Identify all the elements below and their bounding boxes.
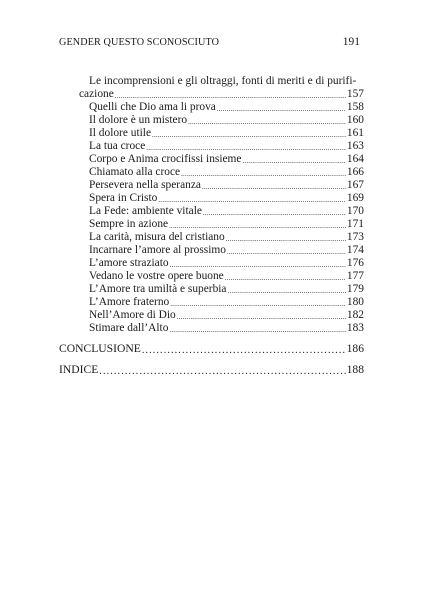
toc-entry-page: 183 [346, 322, 364, 334]
toc-entry-page: 160 [346, 114, 364, 126]
toc-entry-page: 170 [346, 205, 364, 217]
toc-section-page: 188 [346, 363, 364, 376]
toc-entry-page: 157 [346, 88, 364, 100]
toc-entry-title: La carità, misura del cristiano [89, 231, 225, 243]
dot-leader [142, 345, 346, 357]
running-title: GENDER QUESTO SCONOSCIUTO [59, 37, 220, 48]
toc-entry-title: Chiamato alla croce [89, 166, 181, 178]
toc-entry-title: Incarnare l’amore al prossimo [89, 244, 226, 256]
toc-section-entry[interactable] [59, 342, 364, 356]
toc-entry-page: 179 [346, 283, 364, 295]
toc-entry-page: 161 [346, 127, 364, 139]
toc-entry-title: L’Amore tra umiltà e superbia [89, 283, 227, 295]
toc-entry-page: 166 [346, 166, 364, 178]
page-number: 191 [342, 36, 360, 48]
toc-entry-title: L’Amore fraterno [89, 296, 170, 308]
toc-entry-title: Il dolore è un mistero [89, 114, 188, 126]
toc-entry-title: Sempre in azione [89, 218, 169, 230]
toc-entry-title: Quelli che Dio ama li prova [89, 101, 216, 113]
toc-entry-title: Vedano le vostre opere buone [89, 270, 224, 282]
toc-entry-title: Stimare dall’Alto [89, 322, 169, 334]
toc-entry-page: 176 [346, 257, 364, 269]
dot-leader [99, 366, 345, 378]
toc-entry-page: 158 [346, 101, 364, 113]
toc-entry-title: Il dolore utile [89, 127, 151, 139]
toc-section-title: INDICE [59, 363, 99, 376]
toc-entry-page: 167 [346, 179, 364, 191]
toc-entry-wrapped-line: Le incomprensioni e gli oltraggi, fonti di meriti e di purifi- [89, 75, 357, 87]
toc-entry-page: 174 [346, 244, 364, 256]
toc-entry-page: 180 [346, 296, 364, 308]
running-header [59, 37, 360, 53]
toc-entry-title: Spera in Cristo [89, 192, 158, 204]
toc-entry-title: La Fede: ambiente vitale [89, 205, 202, 217]
toc-entry-page: 177 [346, 270, 364, 282]
toc-entry-title: La tua croce [89, 140, 146, 152]
toc-section-entry[interactable] [59, 363, 364, 377]
toc-entry-page: 173 [346, 231, 364, 243]
toc-section-title: CONCLUSIONE [59, 342, 141, 355]
toc-entry-title: L’amore straziato [89, 257, 169, 269]
toc-entry-page: 171 [346, 218, 364, 230]
toc-entry-page: 169 [346, 192, 364, 204]
toc-entry-title: Nell’Amore di Dio [89, 309, 176, 321]
toc-entry-page: 164 [346, 153, 364, 165]
toc-section-page: 186 [346, 342, 364, 355]
toc-entry-page: 163 [346, 140, 364, 152]
dot-leader [169, 326, 346, 337]
toc-entry-title: Persevera nella speranza [89, 179, 201, 191]
toc-entry[interactable] [89, 322, 364, 336]
toc-entry-title: Corpo e Anima crocifissi insieme [89, 153, 242, 165]
toc-entry-page: 182 [346, 309, 364, 321]
toc-entry-title: cazione [79, 88, 114, 100]
